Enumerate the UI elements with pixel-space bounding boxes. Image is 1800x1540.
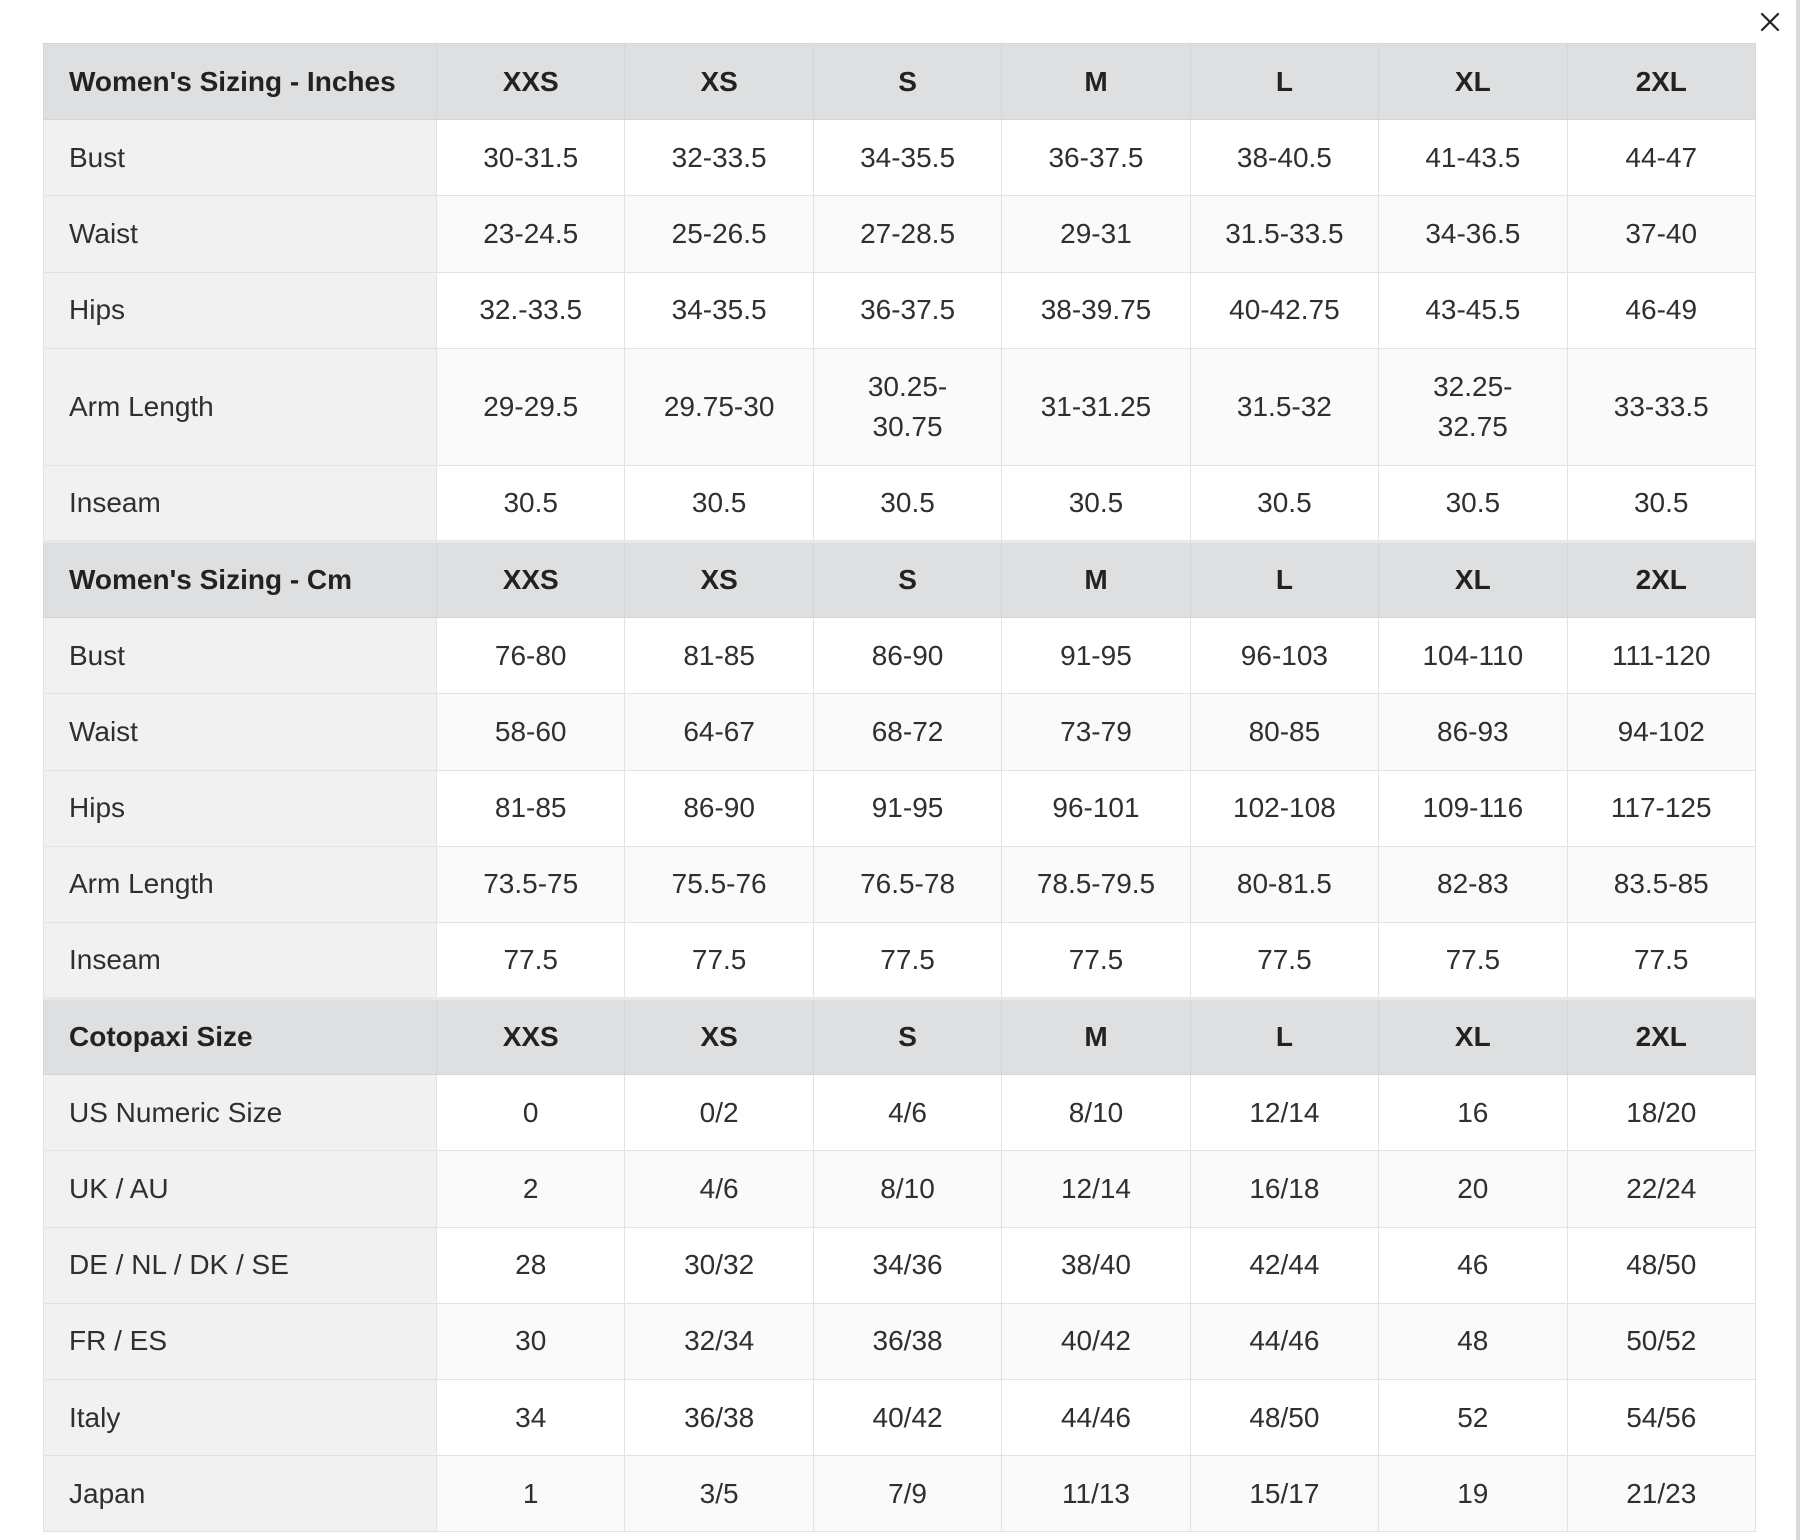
row-label: Inseam: [44, 922, 437, 998]
table-row: [44, 1151, 1756, 1227]
table-cell: [1567, 618, 1755, 694]
cell-value: 48: [1457, 1325, 1489, 1357]
cell-value: 8/10: [880, 1173, 935, 1205]
table-cell: [625, 1151, 813, 1227]
table-cell: [1567, 120, 1755, 196]
table-cell: [1002, 694, 1190, 770]
table-row: [44, 272, 1756, 348]
table-cell: [813, 120, 1001, 196]
cell-value: 82-83: [1437, 868, 1509, 900]
row-label: Hips: [44, 272, 437, 348]
table-cell: [1190, 694, 1378, 770]
table-cell: [625, 846, 813, 922]
table-cell: [1379, 1075, 1567, 1151]
cell-value: 40-42.75: [1229, 294, 1340, 326]
table-cell: [1002, 770, 1190, 846]
cell-value: 77.5: [1068, 943, 1124, 975]
cell-value: 91-95: [1060, 639, 1132, 671]
modal-scrollbar[interactable]: [1796, 0, 1800, 1540]
cell-value: 111-120: [1611, 639, 1711, 671]
cell-value: 0: [522, 1096, 539, 1128]
table-cell: [1002, 196, 1190, 272]
cell-value: 30.5: [691, 486, 747, 518]
cell-value: 48/50: [1626, 1249, 1697, 1281]
table-cell: [1379, 1303, 1567, 1379]
cell-value: 36/38: [684, 1401, 755, 1433]
size-column-header: XXS: [437, 44, 625, 120]
cell-value: 32.25- 32.75: [1433, 370, 1513, 442]
cell-value: 3/5: [699, 1477, 739, 1509]
section-header-row: [44, 999, 1756, 1075]
table-cell: [1190, 1456, 1378, 1532]
table-cell: [1002, 1227, 1190, 1303]
cell-value: 38-40.5: [1236, 141, 1332, 173]
cell-value: 54/56: [1626, 1401, 1697, 1433]
table-cell: [813, 922, 1001, 998]
cell-value: 73-79: [1060, 715, 1132, 747]
table-cell: [813, 1456, 1001, 1532]
table-cell: [437, 1303, 625, 1379]
cell-value: 31.5-33.5: [1225, 217, 1344, 249]
size-column-header: M: [1002, 541, 1190, 617]
cell-value: 77.5: [880, 943, 935, 975]
cell-value: 29-31: [1060, 217, 1132, 249]
size-column-header: M: [1002, 44, 1190, 120]
row-label: Bust: [44, 120, 437, 196]
cell-value: 80-81.5: [1236, 868, 1332, 900]
cell-value: 22/24: [1626, 1173, 1697, 1205]
cell-value: 29-29.5: [483, 390, 579, 422]
section-header-row: [44, 541, 1756, 617]
section-header-row: [44, 44, 1756, 120]
table-cell: [437, 846, 625, 922]
table-cell: [813, 1075, 1001, 1151]
table-cell: [813, 465, 1001, 541]
cell-value: 0/2: [699, 1096, 739, 1128]
table-cell: [625, 1075, 813, 1151]
table-cell: [437, 120, 625, 196]
size-column-header: XL: [1379, 541, 1567, 617]
cell-value: 77.5: [1633, 943, 1689, 975]
size-column-header: 2XL: [1567, 44, 1755, 120]
table-cell: [813, 348, 1001, 465]
table-cell: [1190, 1151, 1378, 1227]
cell-value: 21/23: [1626, 1477, 1697, 1509]
cell-value: 94-102: [1617, 715, 1705, 747]
cell-value: 12/14: [1060, 1173, 1132, 1205]
size-column-header: L: [1190, 44, 1378, 120]
cell-value: 30.5: [1445, 486, 1501, 518]
table-row: [44, 694, 1756, 770]
cell-value: 64-67: [683, 715, 755, 747]
table-cell: [1002, 120, 1190, 196]
close-button[interactable]: [1754, 6, 1786, 38]
size-column-header: 2XL: [1567, 541, 1755, 617]
cell-value: 30.5: [1068, 486, 1124, 518]
table-cell: [1567, 196, 1755, 272]
cell-value: 15/17: [1249, 1477, 1320, 1509]
cell-value: 36-37.5: [860, 294, 956, 326]
table-cell: [625, 196, 813, 272]
cell-value: 18/20: [1626, 1096, 1697, 1128]
cell-value: 50/52: [1626, 1325, 1697, 1357]
table-cell: [1379, 694, 1567, 770]
table-cell: [625, 694, 813, 770]
table-cell: [1002, 1075, 1190, 1151]
table-cell: [625, 922, 813, 998]
table-cell: [437, 1227, 625, 1303]
cell-value: 16/18: [1249, 1173, 1320, 1205]
table-cell: [1002, 846, 1190, 922]
size-column-header: S: [813, 541, 1001, 617]
cell-value: 30/32: [684, 1249, 755, 1281]
table-cell: [1190, 1227, 1378, 1303]
cell-value: 80-85: [1248, 715, 1321, 747]
cell-value: 81-85: [494, 792, 567, 824]
cell-value: 52: [1457, 1401, 1489, 1433]
table-cell: [625, 348, 813, 465]
table-cell: [813, 1380, 1001, 1456]
table-row: [44, 1456, 1756, 1532]
cell-value: 77.5: [503, 943, 558, 975]
row-label: Waist: [44, 694, 437, 770]
table-cell: [1379, 1380, 1567, 1456]
table-cell: [1567, 1227, 1755, 1303]
table-cell: [1379, 1227, 1567, 1303]
table-cell: [1002, 922, 1190, 998]
table-cell: [437, 694, 625, 770]
table-cell: [437, 465, 625, 541]
table-cell: [625, 1380, 813, 1456]
table-cell: [1379, 618, 1567, 694]
table-cell: [1567, 1380, 1755, 1456]
table-cell: [1567, 1151, 1755, 1227]
table-cell: [1379, 272, 1567, 348]
size-column-header: L: [1190, 541, 1378, 617]
table-cell: [1567, 348, 1755, 465]
cell-value: 68-72: [871, 715, 944, 747]
table-cell: [625, 770, 813, 846]
cell-value: 76.5-78: [860, 868, 956, 900]
cell-value: 37-40: [1625, 217, 1698, 249]
section-title: Cotopaxi Size: [44, 999, 437, 1075]
table-cell: [1002, 1151, 1190, 1227]
cell-value: 30.5: [503, 486, 558, 518]
row-label: FR / ES: [44, 1303, 437, 1379]
cell-value: 16: [1457, 1096, 1489, 1128]
cell-value: 34-36.5: [1425, 217, 1521, 249]
table-cell: [1379, 846, 1567, 922]
table-cell: [813, 1227, 1001, 1303]
table-cell: [1379, 1151, 1567, 1227]
cell-value: 77.5: [691, 943, 747, 975]
table-cell: [813, 846, 1001, 922]
table-row: [44, 1303, 1756, 1379]
cell-value: 78.5-79.5: [1036, 868, 1156, 900]
cell-value: 30.5: [880, 486, 935, 518]
table-cell: [1190, 618, 1378, 694]
table-row: [44, 465, 1756, 541]
table-row: [44, 618, 1756, 694]
table-cell: [1379, 120, 1567, 196]
cell-value: 42/44: [1249, 1249, 1320, 1281]
size-column-header: 2XL: [1567, 999, 1755, 1075]
section-title: Women's Sizing - Cm: [44, 541, 437, 617]
cell-value: 83.5-85: [1613, 868, 1709, 900]
table-cell: [1190, 1380, 1378, 1456]
cell-value: 30.5: [1257, 486, 1312, 518]
size-table: [43, 43, 1756, 1532]
cell-value: 104-110: [1422, 639, 1524, 671]
size-column-header: XS: [625, 44, 813, 120]
cell-value: 31.5-32: [1236, 390, 1332, 422]
size-column-header: XS: [625, 541, 813, 617]
table-cell: [437, 1456, 625, 1532]
table-cell: [1567, 1456, 1755, 1532]
cell-value: 30.5: [1633, 486, 1689, 518]
table-row: [44, 1380, 1756, 1456]
cell-value: 11/13: [1061, 1477, 1130, 1509]
size-column-header: XXS: [437, 999, 625, 1075]
table-row: [44, 1075, 1756, 1151]
row-label: DE / NL / DK / SE: [44, 1227, 437, 1303]
table-cell: [1190, 1303, 1378, 1379]
cell-value: 86-90: [683, 792, 755, 824]
cell-value: 58-60: [494, 715, 567, 747]
cell-value: 81-85: [683, 639, 755, 671]
cell-value: 7/9: [888, 1477, 928, 1509]
cell-value: 109-116: [1422, 792, 1524, 824]
size-column-header: XXS: [437, 541, 625, 617]
table-cell: [1190, 120, 1378, 196]
cell-value: 48/50: [1249, 1401, 1320, 1433]
close-icon: [1759, 11, 1781, 33]
table-cell: [625, 272, 813, 348]
table-row: [44, 348, 1756, 465]
table-cell: [437, 770, 625, 846]
table-cell: [1190, 465, 1378, 541]
cell-value: 12/14: [1249, 1096, 1320, 1128]
row-label: Inseam: [44, 465, 437, 541]
table-cell: [437, 1151, 625, 1227]
table-cell: [1567, 846, 1755, 922]
cell-value: 32.-33.5: [479, 294, 583, 326]
table-cell: [1379, 922, 1567, 998]
cell-value: 27-28.5: [860, 217, 956, 249]
cell-value: 30.25- 30.75: [867, 370, 948, 442]
cell-value: 36/38: [872, 1325, 943, 1357]
cell-value: 43-45.5: [1425, 294, 1521, 326]
cell-value: 73.5-75: [483, 868, 579, 900]
table-cell: [625, 465, 813, 541]
table-cell: [1002, 465, 1190, 541]
table-cell: [1567, 922, 1755, 998]
row-label: Italy: [44, 1380, 437, 1456]
table-cell: [1379, 348, 1567, 465]
cell-value: 46: [1457, 1249, 1489, 1281]
table-cell: [1002, 348, 1190, 465]
cell-value: 77.5: [1445, 943, 1501, 975]
cell-value: 29.75-30: [663, 390, 775, 422]
cell-value: 44-47: [1625, 141, 1698, 173]
cell-value: 40/42: [1060, 1325, 1132, 1357]
table-cell: [1190, 1075, 1378, 1151]
cell-value: 19: [1457, 1477, 1489, 1509]
table-cell: [1190, 272, 1378, 348]
cell-value: 34-35.5: [860, 141, 956, 173]
table-cell: [813, 1151, 1001, 1227]
cell-value: 1: [522, 1477, 539, 1509]
row-label: Arm Length: [44, 846, 437, 922]
table-cell: [813, 770, 1001, 846]
table-cell: [437, 272, 625, 348]
table-cell: [625, 120, 813, 196]
cell-value: 20: [1457, 1173, 1489, 1205]
table-cell: [1567, 465, 1755, 541]
row-label: Hips: [44, 770, 437, 846]
table-row: [44, 1227, 1756, 1303]
table-cell: [1379, 465, 1567, 541]
table-cell: [1379, 1456, 1567, 1532]
table-cell: [813, 196, 1001, 272]
table-cell: [437, 196, 625, 272]
cell-value: 76-80: [494, 639, 567, 671]
cell-value: 34: [515, 1401, 547, 1433]
row-label: Waist: [44, 196, 437, 272]
table-cell: [1567, 1075, 1755, 1151]
section-title: Women's Sizing - Inches: [44, 44, 437, 120]
cell-value: 30-31.5: [483, 141, 579, 173]
table-row: [44, 770, 1756, 846]
table-cell: [437, 1380, 625, 1456]
cell-value: 102-108: [1233, 792, 1336, 824]
table-cell: [1002, 618, 1190, 694]
cell-value: 86-93: [1437, 715, 1509, 747]
cell-value: 38-39.75: [1040, 294, 1152, 326]
cell-value: 23-24.5: [483, 217, 579, 249]
table-row: [44, 196, 1756, 272]
size-chart: [43, 43, 1755, 1532]
table-cell: [437, 922, 625, 998]
table-cell: [625, 618, 813, 694]
row-label: Japan: [44, 1456, 437, 1532]
table-row: [44, 922, 1756, 998]
cell-value: 28: [515, 1249, 547, 1281]
cell-value: 4/6: [699, 1173, 739, 1205]
table-cell: [625, 1456, 813, 1532]
table-cell: [437, 1075, 625, 1151]
table-cell: [437, 348, 625, 465]
size-column-header: S: [813, 44, 1001, 120]
size-column-header: S: [813, 999, 1001, 1075]
table-cell: [813, 1303, 1001, 1379]
size-column-header: XS: [625, 999, 813, 1075]
table-cell: [1567, 694, 1755, 770]
table-cell: [813, 272, 1001, 348]
cell-value: 30: [515, 1325, 547, 1357]
table-cell: [1190, 846, 1378, 922]
cell-value: 86-90: [871, 639, 944, 671]
cell-value: 41-43.5: [1425, 141, 1521, 173]
cell-value: 75.5-76: [671, 868, 767, 900]
cell-value: 31-31.25: [1040, 390, 1152, 422]
cell-value: 36-37.5: [1048, 141, 1144, 173]
table-cell: [1002, 272, 1190, 348]
table-cell: [1567, 1303, 1755, 1379]
table-cell: [1002, 1380, 1190, 1456]
table-cell: [625, 1227, 813, 1303]
table-row: [44, 120, 1756, 196]
cell-value: 25-26.5: [671, 217, 767, 249]
cell-value: 44/46: [1060, 1401, 1132, 1433]
cell-value: 4/6: [888, 1096, 928, 1128]
cell-value: 40/42: [872, 1401, 943, 1433]
table-cell: [1002, 1456, 1190, 1532]
table-row: [44, 846, 1756, 922]
table-cell: [1002, 1303, 1190, 1379]
table-cell: [1567, 770, 1755, 846]
cell-value: 46-49: [1625, 294, 1698, 326]
cell-value: 44/46: [1249, 1325, 1320, 1357]
cell-value: 96-103: [1240, 639, 1328, 671]
cell-value: 77.5: [1257, 943, 1312, 975]
row-label: US Numeric Size: [44, 1075, 437, 1151]
cell-value: 38/40: [1060, 1249, 1132, 1281]
cell-value: 33-33.5: [1613, 390, 1709, 422]
table-cell: [1190, 770, 1378, 846]
table-cell: [1379, 196, 1567, 272]
row-label: Arm Length: [44, 348, 437, 465]
cell-value: 34-35.5: [671, 294, 767, 326]
table-cell: [813, 694, 1001, 770]
table-cell: [1567, 272, 1755, 348]
cell-value: 91-95: [871, 792, 944, 824]
table-cell: [1190, 922, 1378, 998]
size-column-header: XL: [1379, 44, 1567, 120]
table-cell: [1190, 348, 1378, 465]
table-cell: [1379, 770, 1567, 846]
size-column-header: XL: [1379, 999, 1567, 1075]
size-column-header: L: [1190, 999, 1378, 1075]
table-cell: [625, 1303, 813, 1379]
table-cell: [813, 618, 1001, 694]
cell-value: 34/36: [872, 1249, 943, 1281]
row-label: Bust: [44, 618, 437, 694]
cell-value: 32/34: [684, 1325, 755, 1357]
cell-value: 117-125: [1610, 792, 1712, 824]
cell-value: 96-101: [1052, 792, 1140, 824]
cell-value: 32-33.5: [671, 141, 767, 173]
table-cell: [437, 618, 625, 694]
cell-value: 8/10: [1068, 1096, 1124, 1128]
cell-value: 2: [522, 1173, 539, 1205]
row-label: UK / AU: [44, 1151, 437, 1227]
table-cell: [1190, 196, 1378, 272]
size-column-header: M: [1002, 999, 1190, 1075]
